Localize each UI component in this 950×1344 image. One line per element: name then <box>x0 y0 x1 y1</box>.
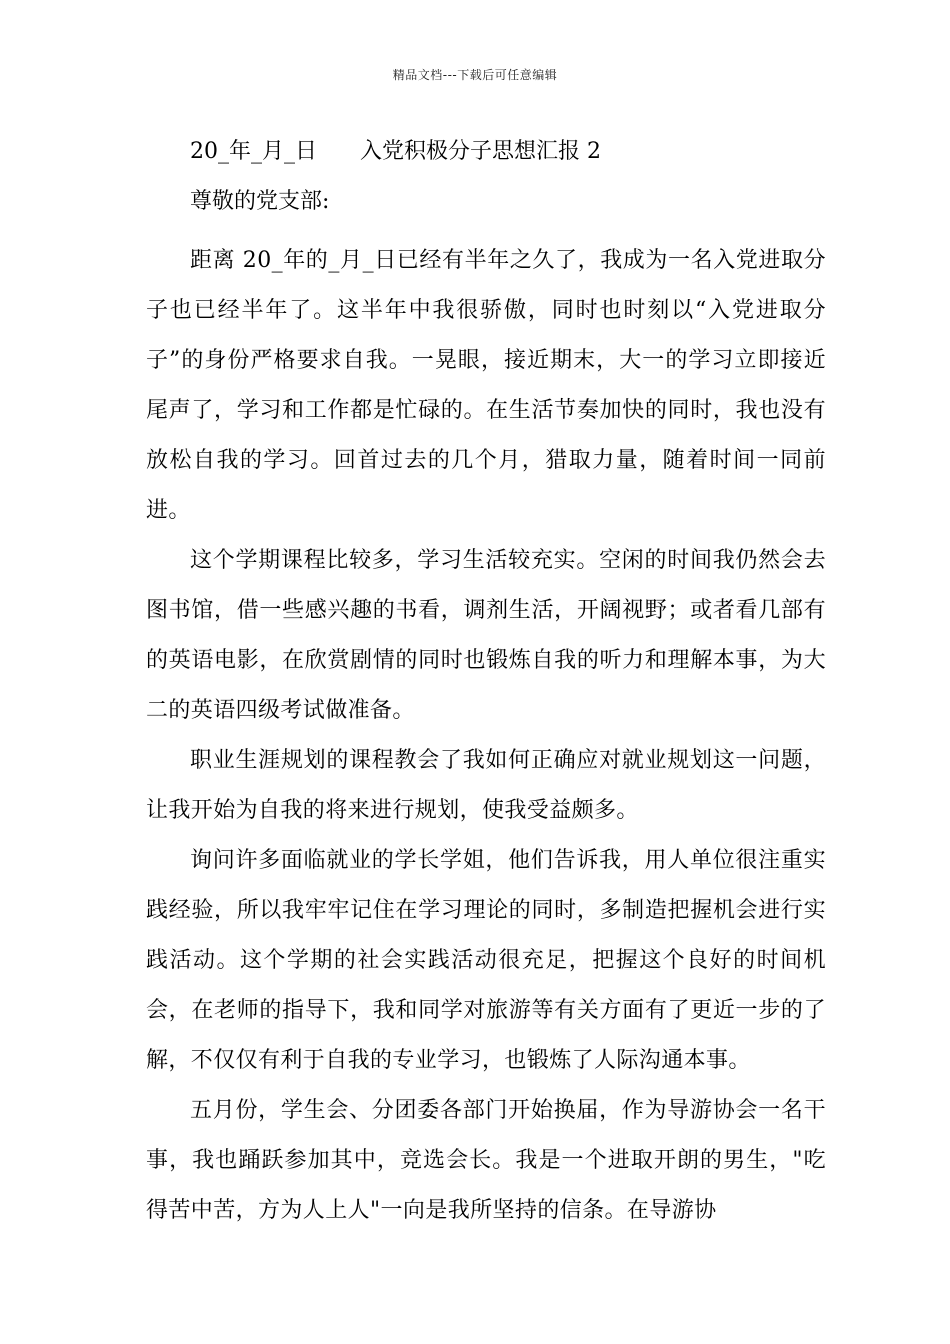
body-paragraph: 这个学期课程比较多，学习生活较充实。空闲的时间我仍然会去图书馆，借一些感兴趣的书看，调剂生活，开阔视野；或者看几部有的英语电影，在欣赏剧情的同时也锻炼自我的听力和理解本事，为大二的英语四级考试做准备。 <box>146 548 826 723</box>
document-title <box>190 136 601 168</box>
body-paragraph: 距离 20_年的_月_日已经有半年之久了，我成为一名入党进取分子也已经半年了。这半年中我很骄傲，同时也时刻以“入党进取分子”的身份严格要求自我。一晃眼，接近期末，大一的学习立即接近尾声了，学习和工作都是忙碌的。在生活节奏加快的同时，我也没有放松自我的学习。回首过去的几个月，猎取力量，随着时间一同前进。 <box>146 248 826 523</box>
body-paragraph: 职业生涯规划的课程教会了我如何正确应对就业规划这一问题，让我开始为自我的将来进行规划，使我受益颇多。 <box>146 748 826 823</box>
page-header: 精品文档---下载后可任意编辑 <box>392 68 558 82</box>
body-paragraph: 询问许多面临就业的学长学姐，他们告诉我，用人单位很注重实践经验，所以我牢牢记住在学习理论的同时，多制造把握机会进行实践活动。这个学期的社会实践活动很充足，把握这个良好的时间机会，在老师的指导下，我和同学对旅游等有关方面有了更近一步的了解，不仅仅有利于自我的专业学习，也锻炼了人际沟通本事。 <box>146 848 826 1073</box>
title-date: 20_年_月_日 <box>190 139 317 164</box>
title-text: 入党积极分子思想汇报 2 <box>360 139 601 164</box>
document-body <box>146 236 826 1236</box>
salutation: 尊敬的党支部: <box>190 189 330 214</box>
body-paragraph: 五月份，学生会、分团委各部门开始换届，作为导游协会一名干事，我也踊跃参加其中，竞选会长。我是一个进取开朗的男生，"吃得苦中苦，方为人上人"一向是我所坚持的信条。在导游协 <box>146 1098 826 1223</box>
